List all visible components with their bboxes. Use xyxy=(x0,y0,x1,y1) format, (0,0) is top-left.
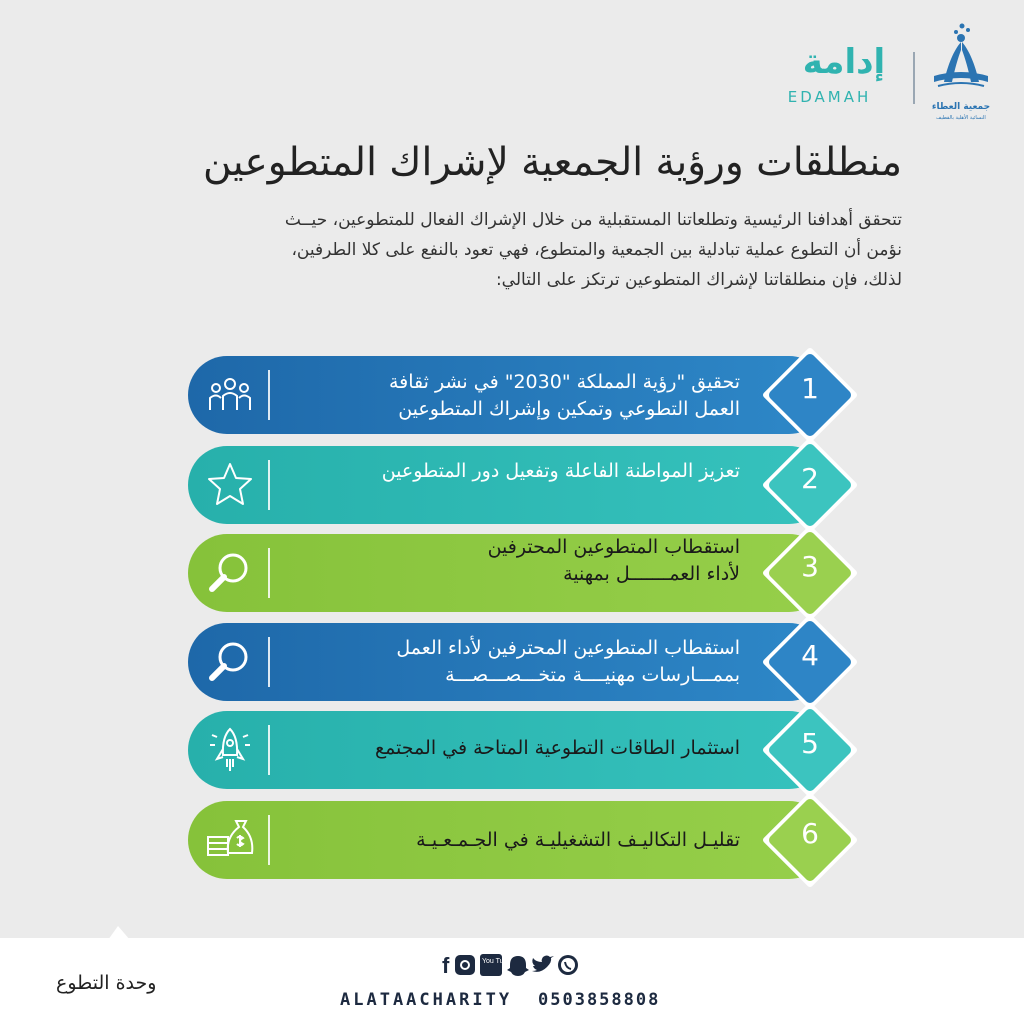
money-bag-icon xyxy=(200,811,260,869)
item-number: 2 xyxy=(801,462,819,495)
facebook-icon xyxy=(442,953,450,978)
intro-line: تتحقق أهدافنا الرئيسية وتطلعاتنا المستقبلية من خلال الإشراك الفعال للمتطوعين، حيــث xyxy=(284,210,902,230)
list-item xyxy=(0,705,1024,795)
item-text-line: استقطاب المتطوعين المحترفين لأداء العمل xyxy=(396,637,740,659)
item-text-line: تحقيق "رؤية المملكة "2030" في نشر ثقافة xyxy=(389,371,740,393)
charity-emblem-icon xyxy=(926,20,996,102)
item-divider xyxy=(268,460,270,510)
social-icons-row xyxy=(440,952,580,978)
star-icon xyxy=(200,456,260,514)
magnifier-icon xyxy=(200,633,260,691)
people-group-icon xyxy=(200,366,260,424)
item-text-line: بممـــارسات مهنيــــة متخـــصـــصـــة xyxy=(445,664,740,686)
item-divider xyxy=(268,548,270,598)
edamah-logo-arabic: إدامة xyxy=(802,42,886,82)
edamah-logo xyxy=(782,42,906,112)
list-item xyxy=(0,528,1024,618)
youtube-label: You Tube xyxy=(482,958,512,965)
item-text xyxy=(290,534,740,588)
rocket-icon xyxy=(200,721,260,779)
item-text-line: لأداء العمـــــــل بمهنية xyxy=(563,563,740,585)
charity-logo-name: جمعية العطاء xyxy=(931,102,991,112)
item-text xyxy=(290,458,740,485)
logo-divider xyxy=(913,52,915,104)
item-text xyxy=(290,635,740,689)
list-item xyxy=(0,617,1024,707)
unit-label: وحدة التطوع xyxy=(56,972,157,994)
intro-line: نؤمن أن التطوع عملية تبادلية بين الجمعية والمتطوع، فهي تعود بالنفع على كلا الطرفين، xyxy=(291,240,902,260)
item-text-line: استقطاب المتطوعين المحترفين xyxy=(487,536,740,558)
charity-logo xyxy=(926,20,996,120)
phone-number[interactable]: 0503858808 xyxy=(538,990,661,1010)
item-divider xyxy=(268,370,270,420)
list-item xyxy=(0,350,1024,440)
instagram-icon xyxy=(455,955,475,975)
item-text xyxy=(290,369,740,423)
page-title: منطلقات ورؤية الجمعية لإشراك المتطوعين xyxy=(203,140,902,185)
list-item xyxy=(0,795,1024,885)
item-number: 5 xyxy=(801,727,819,760)
youtube-icon xyxy=(480,954,511,976)
intro-paragraph xyxy=(170,205,902,295)
item-text-line: استثمار الطاقات التطوعية المتاحة في المجتمع xyxy=(374,737,740,759)
social-icons xyxy=(440,952,580,978)
magnifier-icon xyxy=(200,544,260,602)
item-divider xyxy=(268,725,270,775)
item-number: 1 xyxy=(801,372,819,405)
edamah-logo-english: EDAMAH xyxy=(787,88,872,106)
item-text xyxy=(290,735,740,762)
item-number: 6 xyxy=(801,817,819,850)
social-handle[interactable]: ALATAACHARITY xyxy=(340,990,513,1010)
item-divider xyxy=(268,815,270,865)
item-number: 3 xyxy=(801,550,819,583)
item-text-line: العمل التطوعي وتمكين وإشراك المتطوعين xyxy=(398,398,740,420)
charity-logo-subtitle: النسائية الأهلية بالقطيف xyxy=(936,115,986,121)
intro-line: لذلك، فإن منطلقاتنا لإشراك المتطوعين ترتكز على التالي: xyxy=(495,270,902,290)
item-text-line: تعزيز المواطنة الفاعلة وتفعيل دور المتطوعين xyxy=(381,460,740,482)
svg-text:f: f xyxy=(442,953,450,978)
twitter-icon xyxy=(532,956,554,972)
item-text-line: تقليـل التكاليـف التشغيليـة في الجـمـعـيـة xyxy=(416,829,740,851)
item-divider xyxy=(268,637,270,687)
item-number: 4 xyxy=(801,639,819,672)
list-item xyxy=(0,440,1024,530)
whatsapp-icon xyxy=(558,955,578,975)
item-text xyxy=(290,827,740,854)
